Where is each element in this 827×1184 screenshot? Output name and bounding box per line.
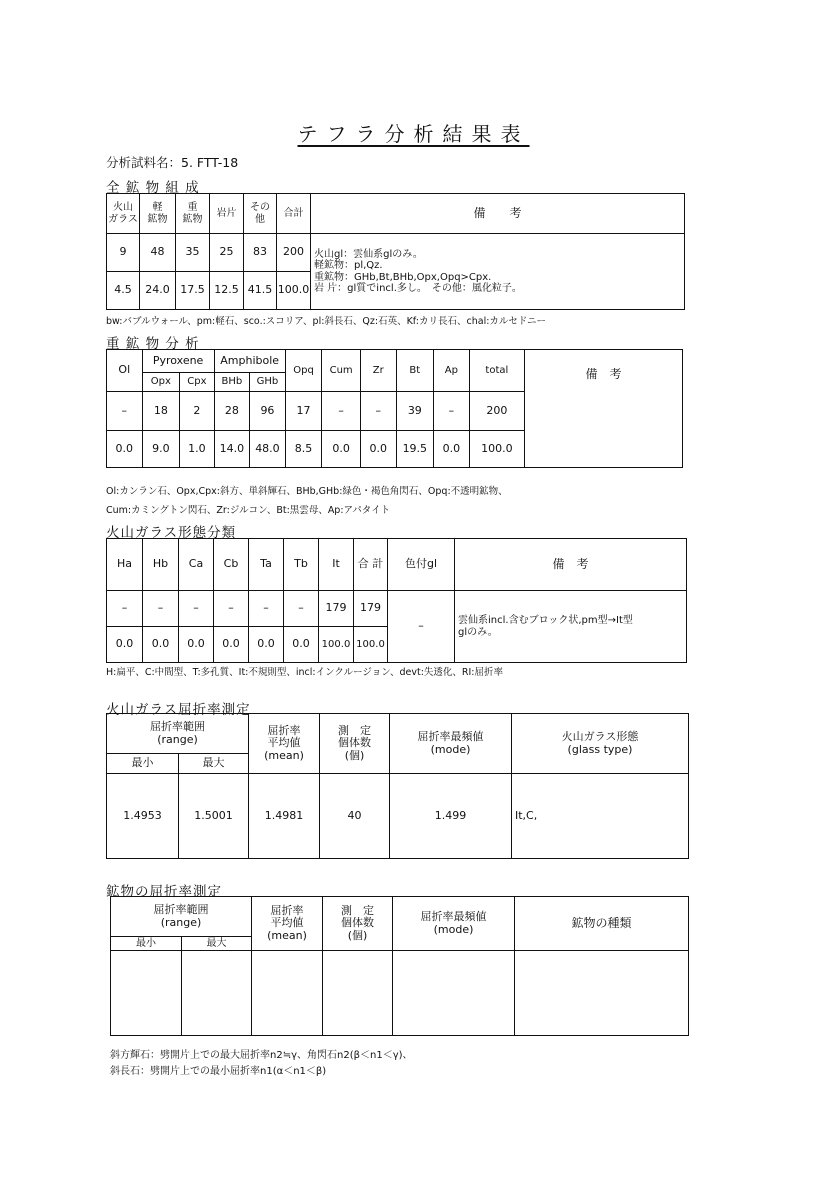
header-count — [323, 897, 393, 951]
empty-cell — [515, 951, 689, 1036]
remark-line: 軽鉱物：pl,Qz. — [314, 260, 383, 271]
glass-shape-table — [106, 538, 687, 663]
header-tb: Tb — [284, 539, 319, 591]
remark-line: 雲仙系incl.含むブロック状,pm型→It型 — [458, 615, 633, 626]
header-mode-2: (mode) — [433, 922, 474, 936]
header-amphibole: Amphibole — [214, 350, 285, 373]
empty-cell — [393, 951, 515, 1036]
value-max: 1.5001 — [179, 774, 249, 859]
header-range — [111, 897, 252, 937]
header-colored-gl: 色付gl — [388, 539, 455, 591]
pct-cell: 14.0 — [214, 431, 250, 468]
count-total: 200 — [277, 234, 311, 272]
count-row — [107, 591, 687, 627]
header-line: 火山 — [113, 202, 133, 213]
header-bhb: BHb — [214, 373, 250, 392]
header-line: 他 — [255, 213, 265, 225]
empty-cell — [252, 951, 323, 1036]
remark-line: glのみ。 — [458, 626, 498, 638]
header-cpx: Cpx — [180, 373, 214, 392]
value-glass-type: It,C, — [512, 774, 689, 859]
pct-cell: 0.0 — [143, 627, 179, 663]
count-cell: – — [360, 392, 396, 431]
header-total: 合計 — [277, 194, 311, 234]
header-mean-2: 平均値 — [270, 916, 304, 930]
mineral-ri-heading: 鉱物の屈折率測定 — [106, 884, 222, 900]
pct-heavy-mineral: 17.5 — [176, 272, 210, 310]
header-remarks: 備 考 — [455, 539, 687, 591]
pct-cell: 0.0 — [107, 627, 143, 663]
pct-cell: 100.0 — [319, 627, 354, 663]
count-cell: – — [434, 392, 470, 431]
header-count-2: 個体数 — [338, 736, 371, 750]
count-heavy-mineral: 35 — [176, 234, 210, 272]
header-range-label: 屈折率範囲 — [150, 719, 205, 733]
count-cell: – — [143, 591, 179, 627]
count-light-mineral: 48 — [140, 234, 176, 272]
header-range-sub: (range) — [157, 732, 198, 746]
mineral-ri-row — [111, 951, 689, 1036]
colored-gl-value: – — [388, 591, 455, 663]
header-count-1: 測 定 — [341, 903, 374, 917]
remark-line: 岩 片：gl質でincl.多し。 その他：風化粒子。 — [314, 283, 522, 294]
pct-cell: 100.0 — [354, 627, 388, 663]
count-cell: – — [214, 591, 249, 627]
header-mean-3: (mean) — [267, 928, 307, 942]
header-type-2: (glass type) — [567, 742, 633, 756]
header-heavy-mineral — [176, 194, 210, 234]
count-cell: 17 — [285, 392, 322, 431]
count-cell: – — [179, 591, 214, 627]
count-other: 83 — [244, 234, 277, 272]
value-min: 1.4953 — [107, 774, 179, 859]
header-cb: Cb — [214, 539, 249, 591]
pct-cell: 9.0 — [142, 431, 180, 468]
header-max: 最大 — [182, 937, 252, 951]
count-cell: – — [249, 591, 284, 627]
glass-shape-heading: 火山ガラス形態分類 — [106, 525, 237, 541]
header-mineral-type: 鉱物の種類 — [515, 897, 689, 951]
header-mean-2: 平均値 — [267, 736, 301, 750]
glass-ri-heading: 火山ガラス屈折率測定 — [106, 702, 251, 718]
header-volcanic-glass — [107, 194, 140, 234]
remark-line: 火山gl：雲仙系glのみ。 — [314, 248, 423, 260]
header-mode-1: 屈折率最頻値 — [417, 729, 484, 743]
count-cell: 179 — [319, 591, 354, 627]
count-cell: 200 — [469, 392, 524, 431]
value-mean: 1.4981 — [249, 774, 320, 859]
mineral-ri-footnote-2: 斜長石：劈開片上での最小屈折率n1(α＜n1＜β) — [110, 1066, 327, 1077]
count-cell: 96 — [250, 392, 286, 431]
header-rock-fragment: 岩片 — [210, 194, 244, 234]
pct-volcanic-glass: 4.5 — [107, 272, 140, 310]
header-mode — [393, 897, 515, 951]
remark-line: 重鉱物：GHb,Bt,BHb,Opx,Opq>Cpx. — [314, 271, 492, 283]
whole-mineral-table — [106, 193, 685, 310]
pct-cell: 1.0 — [180, 431, 214, 468]
header-hb: Hb — [143, 539, 179, 591]
header-bt: Bt — [396, 350, 434, 392]
header-zr: Zr — [360, 350, 396, 392]
count-volcanic-glass: 9 — [107, 234, 140, 272]
glass-shape-remarks — [455, 591, 687, 663]
mineral-ri-footnote-1: 斜方輝石：劈開片上での最大屈折率n2≒γ、角閃石n2(β＜n1＜γ)、 — [110, 1050, 413, 1061]
header-count-3: (個) — [347, 928, 368, 942]
header-other — [244, 194, 277, 234]
header-min: 最小 — [107, 754, 179, 774]
pct-cell: 0.0 — [249, 627, 284, 663]
header-line: ガラス — [108, 213, 138, 225]
header-ol: Ol — [107, 350, 143, 392]
heavy-mineral-legend-1: Ol:カンラン石、Opx,Cpx:斜方、単斜輝石、BHb,GHb:緑色・褐色角閃石、Opq:不透明鉱物、 — [106, 486, 508, 497]
header-line: その — [250, 202, 270, 213]
pct-other: 41.5 — [244, 272, 277, 310]
pct-cell: 0.0 — [434, 431, 470, 468]
empty-cell — [182, 951, 252, 1036]
header-mean — [249, 714, 320, 774]
glass-ri-table — [106, 713, 689, 859]
header-cum: Cum — [322, 350, 361, 392]
header-mode-2: (mode) — [430, 742, 471, 756]
header-total: 合 計 — [354, 539, 388, 591]
pct-cell: 0.0 — [322, 431, 361, 468]
header-count-2: 個体数 — [341, 916, 374, 930]
header-count-3: (個) — [344, 748, 365, 762]
header-mean-1: 屈折率 — [270, 903, 304, 917]
heavy-mineral-table — [106, 349, 683, 468]
pct-cell: 0.0 — [179, 627, 214, 663]
count-cell: 28 — [214, 392, 250, 431]
count-cell: – — [322, 392, 361, 431]
header-line: 軽 — [152, 202, 163, 213]
header-line: 鉱物 — [147, 213, 168, 225]
header-line: 鉱物 — [182, 213, 203, 225]
glass-shape-legend: H:扁平、C:中間型、T:多孔質、It:不規則型、incl:インクルージョン、devt:失透化、RI:屈折率 — [106, 667, 504, 678]
pct-light-mineral: 24.0 — [140, 272, 176, 310]
header-max: 最大 — [179, 754, 249, 774]
pct-cell: 8.5 — [285, 431, 322, 468]
value-count: 40 — [320, 774, 390, 859]
header-range-sub: (range) — [160, 915, 202, 929]
count-cell: 2 — [180, 392, 214, 431]
header-total: total — [469, 350, 524, 392]
pct-cell: 100.0 — [469, 431, 524, 468]
whole-mineral-remarks — [311, 234, 685, 310]
header-line: 重 — [187, 202, 198, 213]
header-ca: Ca — [179, 539, 214, 591]
heavy-mineral-legend-2: Cum:カミングトン閃石、Zr:ジルコン、Bt:黒雲母、Ap:アパタイト — [106, 505, 391, 516]
header-type-1: 火山ガラス形態 — [561, 729, 639, 743]
header-mean-1: 屈折率 — [267, 723, 301, 737]
pct-total: 100.0 — [277, 272, 311, 310]
count-cell: 18 — [142, 392, 180, 431]
pct-cell: 0.0 — [284, 627, 319, 663]
header-opx: Opx — [142, 373, 180, 392]
page-title: テフラ分析結果表 — [297, 122, 530, 146]
empty-cell — [323, 951, 393, 1036]
header-ha: Ha — [107, 539, 143, 591]
header-glass-type — [512, 714, 689, 774]
value-mode: 1.499 — [390, 774, 512, 859]
header-count-1: 測 定 — [338, 723, 371, 737]
whole-mineral-legend: bw:バブルウォール、pm:軽石、sco.:スコリア、pl:斜長石、Qz:石英、Kf:カリ長石、chal:カルセドニー — [106, 316, 547, 327]
pct-cell: 19.5 — [396, 431, 434, 468]
header-remarks: 備 考 — [311, 194, 685, 234]
sample-name: 分析試料名：5. FTT-18 — [106, 155, 239, 170]
header-pyroxene: Pyroxene — [142, 350, 214, 373]
header-min: 最小 — [111, 937, 182, 951]
header-opq: Opq — [285, 350, 322, 392]
header-ap: Ap — [434, 350, 470, 392]
mineral-ri-table — [110, 896, 689, 1036]
glass-ri-row — [107, 774, 689, 859]
heavy-mineral-heading: 重 鉱 物 分 析 — [106, 336, 200, 352]
header-remarks: 備 考 — [525, 350, 683, 468]
header-light-mineral — [140, 194, 176, 234]
count-cell: – — [284, 591, 319, 627]
pct-cell: 0.0 — [360, 431, 396, 468]
header-it: It — [319, 539, 354, 591]
empty-cell — [111, 951, 182, 1036]
count-cell: 179 — [354, 591, 388, 627]
header-ta: Ta — [249, 539, 284, 591]
header-ghb: GHb — [250, 373, 286, 392]
pct-cell: 0.0 — [107, 431, 143, 468]
header-mode-1: 屈折率最頻値 — [420, 909, 487, 923]
header-mean — [252, 897, 323, 951]
header-mode — [390, 714, 512, 774]
header-range-label: 屈折率範囲 — [153, 902, 209, 916]
header-count — [320, 714, 390, 774]
whole-mineral-heading: 全 鉱 物 組 成 — [106, 180, 200, 196]
pct-rock-fragment: 12.5 — [210, 272, 244, 310]
count-cell: – — [107, 591, 143, 627]
pct-cell: 0.0 — [214, 627, 249, 663]
count-cell: 39 — [396, 392, 434, 431]
count-cell: – — [107, 392, 143, 431]
pct-cell: 48.0 — [250, 431, 286, 468]
header-range — [107, 714, 249, 754]
header-mean-3: (mean) — [264, 748, 304, 762]
count-rock-fragment: 25 — [210, 234, 244, 272]
